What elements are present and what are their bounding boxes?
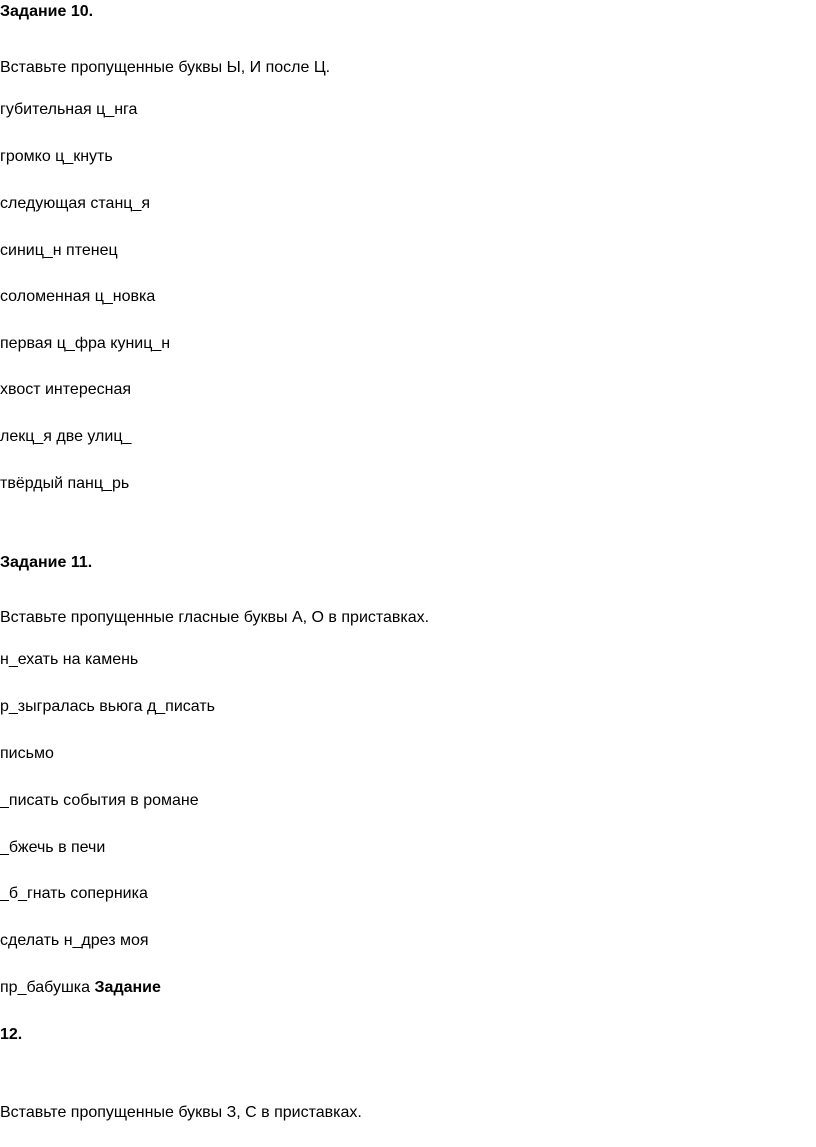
task10-item: соломенная ц_новка [0, 288, 156, 305]
task11-item: сделать н_дрез моя [0, 932, 149, 949]
task10-item: громко ц_кнуть [0, 148, 113, 165]
task11-item: письмо [0, 745, 54, 762]
task12-title-number: 12. [0, 1026, 23, 1043]
task10-title: Задание 10. [0, 3, 94, 20]
task10-item: хвост интересная [0, 381, 132, 398]
task10-item: губительная ц_нга [0, 101, 138, 118]
task10-item: твёрдый панц_рь [0, 475, 130, 492]
task10-item: лекц_я две улиц_ [0, 428, 132, 445]
task11-item: _б_гнать соперника [0, 885, 148, 902]
task11-item: _писать события в романе [0, 792, 199, 809]
task10-instruction: Вставьте пропущенные буквы Ы, И после Ц. [0, 59, 331, 76]
task11-title: Задание 11. [0, 554, 93, 571]
task10-item: синиц_н птенец [0, 242, 118, 259]
task11-item: р_зыгралась вьюга д_писать [0, 698, 215, 715]
task11-item: _бжечь в печи [0, 839, 106, 856]
task11-instruction: Вставьте пропущенные гласные буквы А, О в приставках. [0, 609, 430, 626]
task12-instruction: Вставьте пропущенные буквы З, С в приставках. [0, 1104, 362, 1121]
task11-item: н_ехать на камень [0, 651, 139, 668]
task10-item: следующая станц_я [0, 195, 150, 212]
task12-title-word: Задание [94, 979, 161, 996]
task11-last-item: пр_бабушка [0, 979, 91, 996]
task10-item: первая ц_фра куниц_н [0, 335, 171, 352]
task11-last-item-line [0, 978, 161, 998]
